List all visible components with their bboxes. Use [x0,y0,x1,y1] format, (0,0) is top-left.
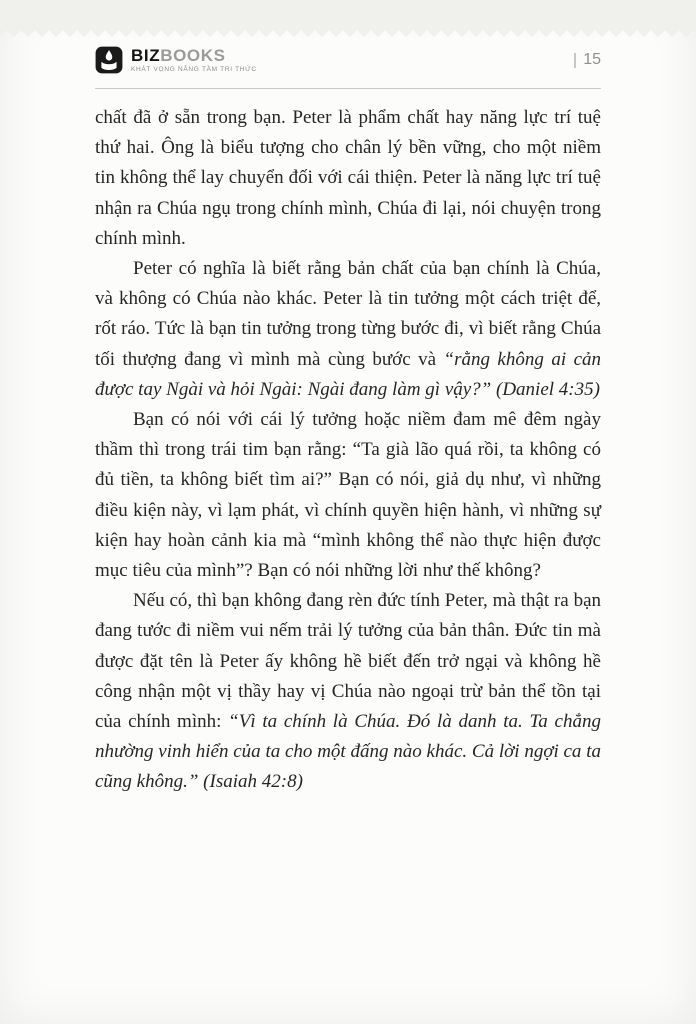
page-number [574,51,601,69]
brand-text [131,47,257,74]
publisher-brand [95,46,257,74]
body-text-segment: Peter có nghĩa là biết rằng bản chất của bạn chính là Chúa, và không có Chúa nào khác. Peter là tin tưởng một cách triệt để, rốt ráo. Tức là bạn tin tưởng trong từng bước đi, vì biết rằng Chúa tối thượng đang vì mình mà cùng bước và [95,258,601,370]
brand-tagline: KHÁT VỌNG NÂNG TẦM TRI THỨC [131,65,257,73]
page-number-divider [574,53,576,68]
brand-name [131,47,257,64]
page-header [95,46,601,74]
paragraph [95,405,601,586]
header-rule [95,88,601,89]
body-text-segment: Bạn có nói với cái lý tưởng hoặc niềm đam mê đêm ngày thầm thì trong trái tim bạn rằng: “Ta già lão quá rồi, ta không có đủ tiền, ta không biết tìm ai?” Bạn có nói, giả dụ như, vì những điều kiện này, vì lạm phát, vì chính quyền hiện hành, vì những sự kiện hay hoàn cảnh kia mà “mình không thể nào thực hiện được mục tiêu của mình”? Bạn có nói những lời như thế không? [95,409,601,582]
perforated-edge [0,28,696,37]
brand-name-books: BOOKS [160,45,226,65]
body-text-segment: chất đã ở sẵn trong bạn. Peter là phẩm chất hay năng lực trí tuệ thứ hai. Ông là biểu tượng cho chân lý bền vững, cho một niềm tin không thể lay chuyển đối với cái thiện. Peter là năng lực trí tuệ nhận ra Chúa ngụ trong chính mình, Chúa đi lại, nói chuyện trong chính mình. [95,107,601,249]
bizbooks-logo-icon [95,46,123,74]
page-body [95,103,601,798]
brand-name-biz: BIZ [131,45,161,65]
paragraph [95,586,601,797]
body-text-segment: Nếu có, thì bạn không đang rèn đức tính Peter, mà thật ra bạn đang tước đi niềm vui nếm trải lý tưởng của bản thân. Đức tin mà được đặt tên là Peter ấy không hề biết đến trở ngại và không hề công nhận một vị thầy hay vị Chúa nào ngoại trừ bản thể tồn tại của chính mình: [95,590,601,733]
scripture-quote: “rằng không ai cản được tay Ngài và hỏi Ngài: Ngài đang làm gì vậy?” (Daniel 4:35) [95,348,602,400]
paragraph [95,254,601,405]
scripture-quote: “Vì ta chính là Chúa. Đó là danh ta. Ta chẳng nhường vinh hiển của ta cho một đấng nào khác. Cả lời ngợi ca ta cũng không.” (Isaiah 42:8) [95,711,601,793]
scanned-page-top-edge [0,0,696,28]
paragraph [95,103,601,254]
page-number-value: 15 [583,51,601,68]
